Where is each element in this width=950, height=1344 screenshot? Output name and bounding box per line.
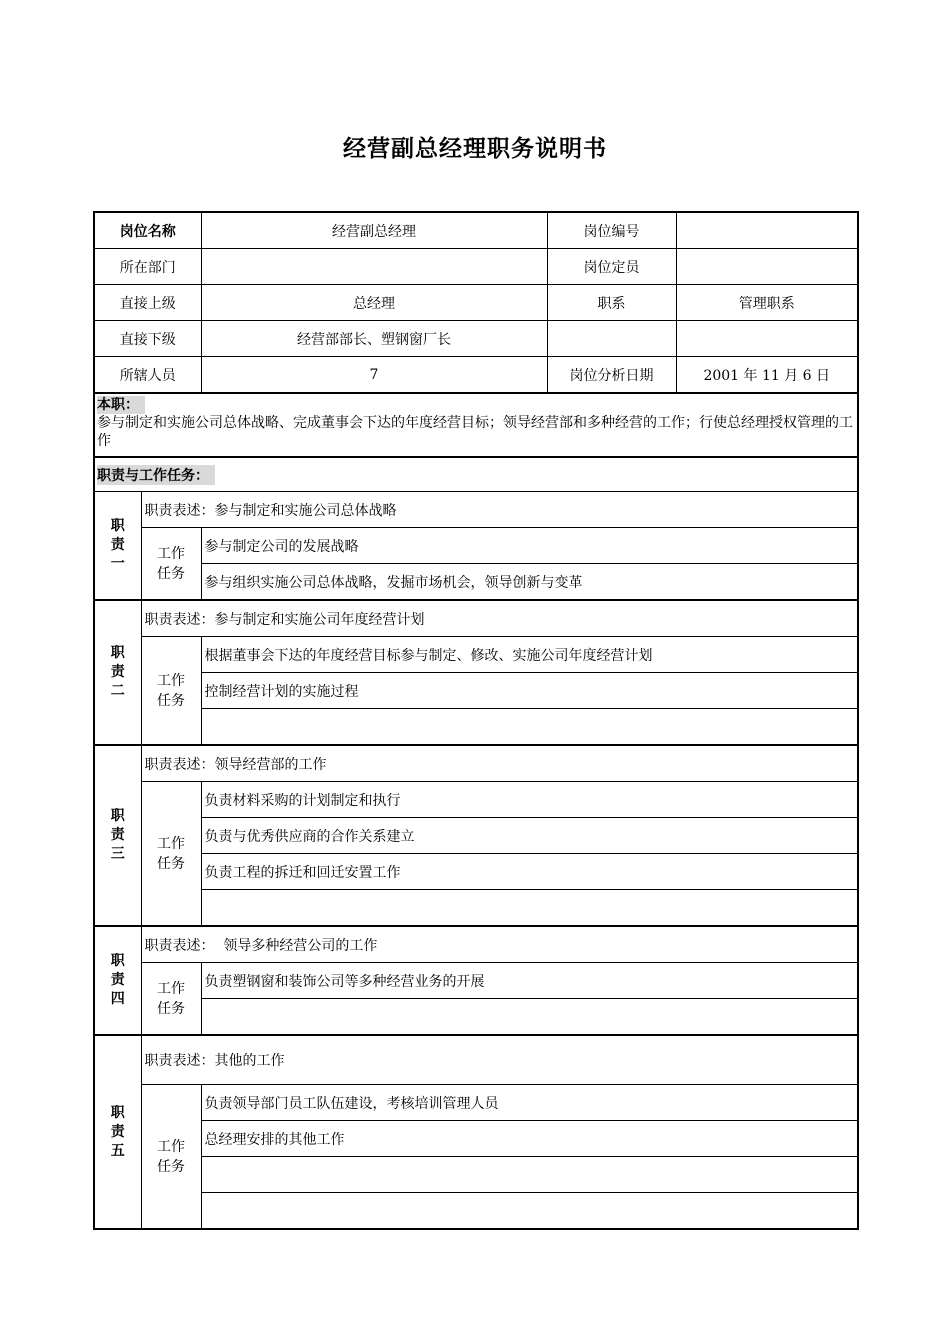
- job-family-label: 职系: [547, 285, 676, 321]
- role-section: [94, 393, 858, 457]
- duty-row: [94, 1035, 858, 1085]
- task-row: [94, 1121, 858, 1157]
- task-text: 负责领导部门员工队伍建设，考核培训管理人员: [201, 1085, 858, 1121]
- duty-description: 职责表述：领导经营部的工作: [141, 745, 858, 782]
- duty-name: 职 责 三: [94, 745, 141, 926]
- headcount-label: 岗位定员: [547, 249, 676, 285]
- duty-description: 职责表述：其他的工作: [141, 1035, 858, 1085]
- staff-value: 7: [201, 357, 547, 394]
- task-text: [201, 1193, 858, 1230]
- task-text: [201, 709, 858, 746]
- task-row: [94, 709, 858, 746]
- duty-row: [94, 492, 858, 528]
- task-row: [94, 854, 858, 890]
- task-row: [94, 637, 858, 673]
- task-text: 参与组织实施公司总体战略，发掘市场机会，领导创新与变革: [201, 564, 858, 601]
- task-label: 工作 任务: [141, 1085, 201, 1230]
- task-row: [94, 963, 858, 999]
- department-label: 所在部门: [94, 249, 201, 285]
- task-row: [94, 1085, 858, 1121]
- subordinate-label: 直接下级: [94, 321, 201, 357]
- duty-description: 职责表述：参与制定和实施公司年度经营计划: [141, 600, 858, 637]
- task-label: 工作 任务: [141, 528, 201, 601]
- duty-row: [94, 926, 858, 963]
- duty-description: 职责表述： 领导多种经营公司的工作: [141, 926, 858, 963]
- superior-label: 直接上级: [94, 285, 201, 321]
- task-row: [94, 999, 858, 1036]
- analysis-date-label: 岗位分析日期: [547, 357, 676, 394]
- duty-name: 职 责 五: [94, 1035, 141, 1229]
- task-text: 控制经营计划的实施过程: [201, 673, 858, 709]
- position-name-label: 岗位名称: [94, 212, 201, 249]
- task-row: [94, 1193, 858, 1230]
- task-label: 工作 任务: [141, 782, 201, 927]
- job-family-value: 管理职系: [676, 285, 858, 321]
- subordinate-value: 经营部部长、塑钢窗厂长: [201, 321, 547, 357]
- task-text: 总经理安排的其他工作: [201, 1121, 858, 1157]
- task-text: 负责材料采购的计划制定和执行: [201, 782, 858, 818]
- duty-name: 职 责 四: [94, 926, 141, 1035]
- task-text: 负责与优秀供应商的合作关系建立: [201, 818, 858, 854]
- duty-row: [94, 745, 858, 782]
- headcount-value: [676, 249, 858, 285]
- task-text: [201, 999, 858, 1036]
- position-name-value: 经营副总经理: [201, 212, 547, 249]
- task-label: 工作 任务: [141, 963, 201, 1036]
- duty-name: 职 责 一: [94, 492, 141, 601]
- task-text: 负责工程的拆迁和回迁安置工作: [201, 854, 858, 890]
- task-text: 根据董事会下达的年度经营目标参与制定、修改、实施公司年度经营计划: [201, 637, 858, 673]
- task-text: [201, 890, 858, 927]
- task-row: [94, 673, 858, 709]
- duties-section-header: [94, 457, 858, 492]
- job-description-table: [93, 211, 859, 1230]
- duties-body: [94, 492, 858, 1230]
- task-text: [201, 1157, 858, 1193]
- analysis-date-value: 2001 年 11 月 6 日: [676, 357, 858, 394]
- task-row: [94, 818, 858, 854]
- task-row: [94, 782, 858, 818]
- duties-label: 职责与工作任务：: [97, 465, 215, 485]
- task-row: [94, 1157, 858, 1193]
- document-title: 经营副总经理职务说明书: [343, 136, 607, 162]
- superior-value: 总经理: [201, 285, 547, 321]
- staff-label: 所辖人员: [94, 357, 201, 394]
- duty-row: [94, 600, 858, 637]
- role-text: 参与制定和实施公司总体战略、完成董事会下达的年度经营目标；领导经营部和多种经营的工作；行使总经理授权管理的工作: [97, 415, 853, 449]
- task-text: 负责塑钢窗和装饰公司等多种经营业务的开展: [201, 963, 858, 999]
- duty-name: 职 责 二: [94, 600, 141, 745]
- task-row: [94, 528, 858, 564]
- position-code-label: 岗位编号: [547, 212, 676, 249]
- department-value: [201, 249, 547, 285]
- task-text: 参与制定公司的发展战略: [201, 528, 858, 564]
- task-row: [94, 890, 858, 927]
- task-row: [94, 564, 858, 601]
- position-code-value: [676, 212, 858, 249]
- duty-description: 职责表述：参与制定和实施公司总体战略: [141, 492, 858, 528]
- role-label: 本职：: [97, 396, 145, 414]
- task-label: 工作 任务: [141, 637, 201, 746]
